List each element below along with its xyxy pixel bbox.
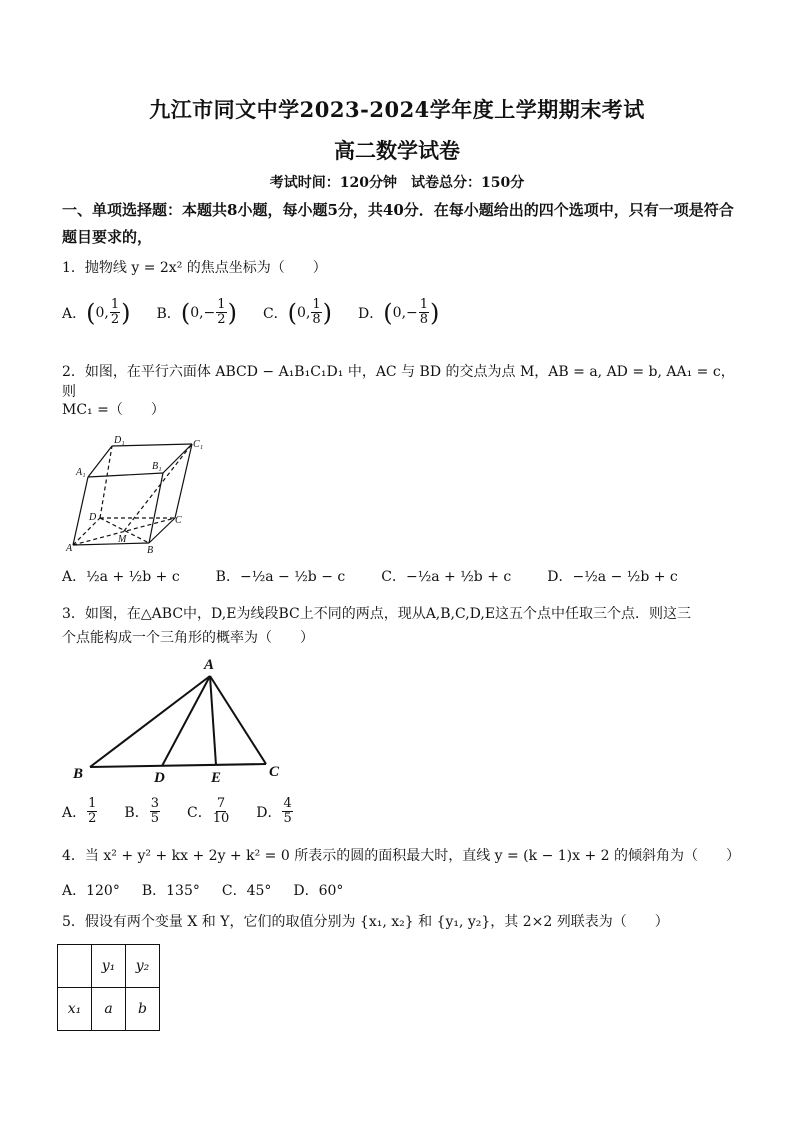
q1-option-b-label: B． — [156, 305, 181, 322]
q1-option-d-sign: 0,− — [392, 304, 418, 321]
label-a1: A₁ — [76, 467, 86, 478]
label-apex-a: A — [204, 657, 215, 673]
q2-option-b: B．−½a − ½b − c — [215, 569, 346, 585]
q4-option-d: D．60° — [293, 883, 344, 899]
label-vertex-c: C — [269, 764, 280, 780]
q2-option-c: C．−½a + ½b + c — [381, 569, 512, 585]
question-2-options — [62, 566, 704, 586]
q1-option-d-frac: $\frac{1}{8}$ — [419, 297, 429, 327]
exam-subtitle: 高二数学试卷 — [334, 138, 460, 163]
triangle-figure — [70, 652, 290, 784]
q1-option-d-label: D． — [358, 305, 384, 322]
question-2-stem-line2: MC₁ =（ ） — [62, 402, 165, 418]
q1-option-b-frac: $\frac{1}{2}$ — [217, 297, 226, 327]
question-3-options — [62, 797, 320, 826]
q3-option-d: D． $\frac{4}{5}$ — [256, 796, 292, 826]
contingency-table — [57, 944, 160, 1031]
question-4-options — [62, 880, 369, 900]
parallelepiped-figure — [60, 434, 210, 558]
table-cell: y₂ — [126, 945, 160, 988]
q1-option-c-sign: 0, — [297, 304, 311, 321]
table-cell: a — [92, 988, 126, 1031]
q3-option-b: B． $\frac{3}{5}$ — [124, 796, 159, 826]
section-heading: 一、单项选择题：本题共8小题，每小题5分，共40分．在每小题给出的四个选项中，只有一项是符合题目要求的， — [62, 201, 734, 246]
exam-title: 九江市同文中学2023-2024学年度上学期期末考试 — [149, 97, 645, 122]
q4-option-b: B．135° — [141, 883, 200, 899]
q1-option-b-sign: 0,− — [190, 304, 216, 321]
question-2-stem-line1: 2．如图，在平行六面体 ABCD − A₁B₁C₁D₁ 中，AC 与 BD 的交点为点 M，AB = a, AD = b, AA₁ = c，则 — [62, 364, 735, 400]
label-vertex-b: B — [73, 766, 84, 782]
label-c1: C₁ — [193, 439, 204, 450]
table-row — [58, 988, 160, 1031]
table-header-row — [58, 945, 160, 988]
label-b1: B₁ — [152, 461, 162, 472]
q3-option-a: A． $\frac{1}{2}$ — [62, 796, 97, 826]
q4-option-a: A．120° — [62, 883, 120, 899]
q1-option-a-frac: $\frac{1}{2}$ — [110, 297, 120, 327]
question-3-stem-line1: 3．如图，在△ABC中，D,E为线段BC上不同的两点，现从A,B,C,D,E这五个点中任取三个点．则这三 — [62, 606, 692, 622]
q4-option-c: C．45° — [221, 883, 272, 899]
q2-option-a: A．½a + ½b + c — [62, 569, 180, 585]
label-c: C — [175, 515, 182, 526]
table-cell: b — [126, 988, 160, 1031]
q1-option-d: D． ( 0,− $\frac{1}{8}$ ) — [358, 297, 440, 327]
q1-option-b: B． ( 0,− $\frac{1}{2}$ ) — [156, 297, 237, 327]
q1-option-a-sign: 0, — [95, 304, 109, 321]
label-b: B — [147, 545, 154, 556]
label-point-e: E — [211, 770, 222, 784]
label-a: A — [66, 543, 73, 554]
q1-option-c-label: C． — [262, 305, 288, 322]
q2-option-d: D．−½a − ½b + c — [547, 569, 678, 585]
question-4-stem: 4．当 x² + y² + kx + 2y + k² = 0 所表示的圆的面积最大时，直线 y = (k − 1)x + 2 的倾斜角为（ ） — [62, 848, 741, 864]
question-1-options — [62, 298, 465, 327]
q3-option-c: C． $\frac{7}{10}$ — [186, 796, 230, 826]
label-d1: D₁ — [114, 435, 125, 446]
q1-option-a: A． ( 0, $\frac{1}{2}$ ) — [62, 297, 131, 327]
label-d: D — [89, 512, 97, 523]
exam-info: 考试时间：120分钟 试卷总分：150分 — [269, 175, 525, 191]
table-cell: y₁ — [92, 945, 126, 988]
question-3-stem-line2: 个点能构成一个三角形的概率为（ ） — [62, 630, 314, 646]
q1-option-a-label: A． — [62, 305, 87, 322]
question-1-stem: 1．抛物线 y = 2x² 的焦点坐标为（ ） — [62, 260, 327, 276]
label-m: M — [118, 534, 127, 545]
table-cell — [58, 945, 92, 988]
label-point-d: D — [154, 770, 165, 784]
table-cell: x₁ — [58, 988, 92, 1031]
q1-option-c: C． ( 0, $\frac{1}{8}$ ) — [262, 297, 333, 327]
q1-option-c-frac: $\frac{1}{8}$ — [312, 297, 321, 327]
question-5-stem: 5．假设有两个变量 X 和 Y，它们的取值分别为 {x₁, x₂} 和 {y₁, y₂}，其 2×2 列联表为（ ） — [62, 914, 669, 930]
